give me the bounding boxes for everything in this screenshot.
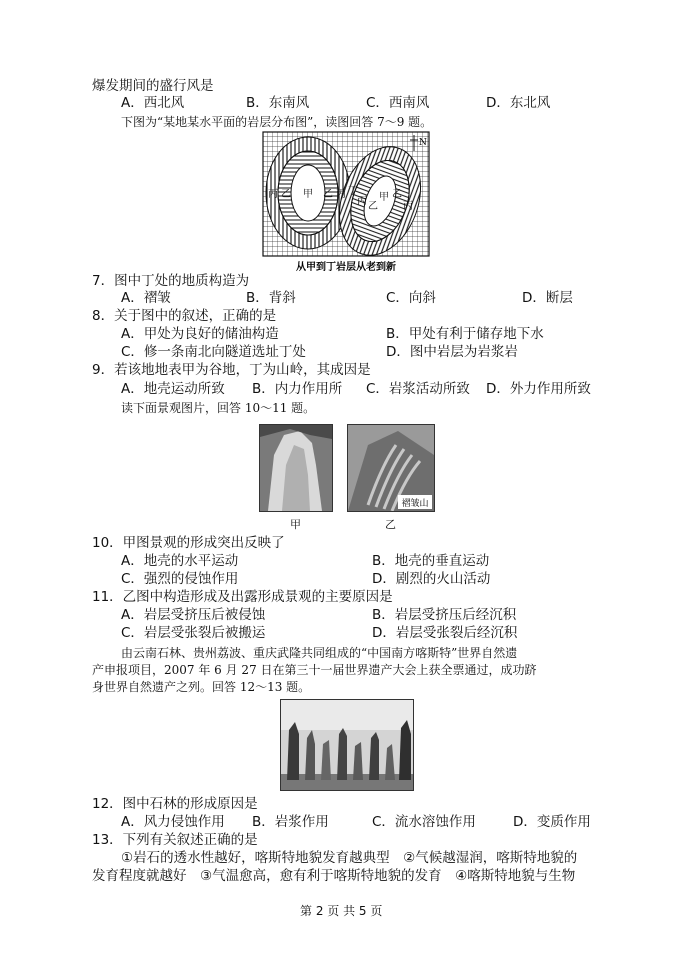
intro-12-13-line-2: 产申报项目，2007 年 6 月 27 日在第三十一届世界遗产大会上获全票通过，成功跻 bbox=[92, 663, 537, 677]
q7-option-a: A．褶皱 bbox=[121, 290, 171, 306]
label-right-2: 丙 bbox=[357, 196, 367, 207]
q11-option-b: B．岩层受挤压后经沉积 bbox=[372, 607, 517, 623]
intro-12-13-line-3: 身世界自然遗产之列。回答 12～13 题。 bbox=[92, 680, 311, 694]
q12-option-a: A．风力侵蚀作用 bbox=[121, 814, 225, 830]
q7-stem: 7．图中丁处的地质构造为 bbox=[92, 273, 250, 289]
q8-option-d: D．图中岩层为岩浆岩 bbox=[386, 344, 518, 360]
q9-option-c: C．岩浆活动所致 bbox=[366, 381, 470, 397]
label-right-5: 乙 bbox=[392, 189, 402, 200]
q6-stem-tail: 爆发期间的盛行风是 bbox=[92, 78, 214, 94]
q9-option-d: D．外力作用所致 bbox=[486, 381, 591, 397]
q6-option-d: D．东北风 bbox=[486, 95, 551, 111]
label-jia: 甲 bbox=[290, 518, 301, 531]
label-left-4: 乙 bbox=[323, 189, 333, 200]
q7-option-b: B．背斜 bbox=[246, 290, 296, 306]
q11-option-a: A．岩层受挤压后被侵蚀 bbox=[121, 607, 266, 623]
label-right-3: 乙 bbox=[368, 201, 378, 212]
label-right-4: 甲 bbox=[379, 192, 389, 203]
q8-stem: 8．关于图中的叙述，正确的是 bbox=[92, 308, 277, 324]
photo-yi bbox=[347, 424, 435, 512]
q10-option-d: D．剧烈的火山活动 bbox=[372, 571, 491, 587]
q12-stem: 12．图中石林的形成原因是 bbox=[92, 796, 258, 812]
q7-option-d: D．断层 bbox=[522, 290, 573, 306]
page-footer: 第 2 页 共 5 页 bbox=[300, 904, 383, 918]
q9-option-a: A．地壳运动所致 bbox=[121, 381, 225, 397]
intro-10-11: 读下面景观图片，回答 10～11 题。 bbox=[121, 401, 316, 415]
q6-option-b: B．东南风 bbox=[246, 95, 310, 111]
q10-option-a: A．地壳的水平运动 bbox=[121, 553, 239, 569]
q10-option-c: C．强烈的侵蚀作用 bbox=[121, 571, 239, 587]
q9-stem: 9．若该地地表甲为谷地，丁为山岭，其成因是 bbox=[92, 362, 371, 378]
photo-jia bbox=[259, 424, 333, 512]
q12-option-c: C．流水溶蚀作用 bbox=[372, 814, 476, 830]
q13-line-2: 发育程度就越好 ③气温愈高，愈有利于喀斯特地貌的发育 ④喀斯特地貌与生物 bbox=[92, 868, 576, 884]
fig1-caption: 从甲到丁岩层从老到新 bbox=[296, 262, 396, 273]
q10-option-b: B．地壳的垂直运动 bbox=[372, 553, 490, 569]
q12-option-d: D．变质作用 bbox=[513, 814, 591, 830]
q10-stem: 10．甲图景观的形成突出反映了 bbox=[92, 535, 285, 551]
q6-option-a: A．西北风 bbox=[121, 95, 185, 111]
label-right-1: 丁 bbox=[348, 186, 358, 197]
q13-stem: 13．下列有关叙述正确的是 bbox=[92, 832, 258, 848]
north-label: N bbox=[419, 138, 427, 148]
photo-yi-inset: 褶皱山 bbox=[401, 499, 429, 509]
q8-option-b: B．甲处有利于储存地下水 bbox=[386, 326, 544, 342]
q8-option-a: A．甲处为良好的储油构造 bbox=[121, 326, 279, 342]
intro-12-13-line-1: 由云南石林、贵州荔波、重庆武隆共同组成的“中国南方喀斯特”世界自然遗 bbox=[121, 646, 518, 660]
label-left-3: 甲 bbox=[303, 189, 313, 200]
label-left-2: 乙 bbox=[281, 189, 291, 200]
q8-option-c: C．修一条南北向隧道选址丁处 bbox=[121, 344, 306, 360]
q11-option-c: C．岩层受张裂后被搬运 bbox=[121, 625, 266, 641]
label-right-6: 丙 bbox=[403, 201, 413, 212]
q9-option-b: B．内力作用所 bbox=[252, 381, 343, 397]
photo-stone-forest bbox=[280, 699, 414, 791]
q11-option-d: D．岩层受张裂后经沉积 bbox=[372, 625, 518, 641]
rock-layer-figure bbox=[262, 131, 430, 273]
label-left-1: 丙 bbox=[268, 189, 278, 200]
label-left-5: 丙 bbox=[336, 189, 346, 200]
q11-stem: 11．乙图中构造形成及出露形成景观的主要原因是 bbox=[92, 589, 393, 605]
intro-7-9: 下图为“某地某水平面的岩层分布图”，读图回答 7～9 题。 bbox=[121, 115, 433, 129]
label-yi: 乙 bbox=[385, 518, 396, 531]
q7-option-c: C．向斜 bbox=[386, 290, 436, 306]
q6-option-c: C．西南风 bbox=[366, 95, 430, 111]
q12-option-b: B．岩浆作用 bbox=[252, 814, 329, 830]
q13-line-1: ①岩石的透水性越好，喀斯特地貌发育越典型 ②气候越湿润，喀斯特地貌的 bbox=[121, 850, 578, 866]
